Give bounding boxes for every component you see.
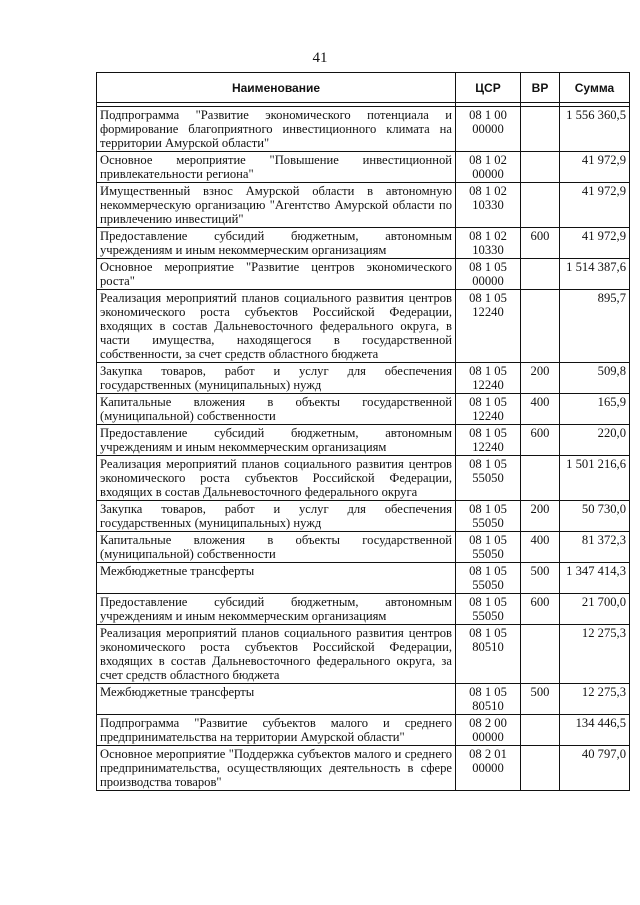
cell-name: Подпрограмма "Развитие субъектов малого и среднего предпринимательства на территории Амурской области" bbox=[97, 715, 456, 746]
cell-csr: 08 1 02 10330 bbox=[456, 183, 521, 228]
cell-sum: 1 501 216,6 bbox=[560, 456, 630, 501]
table-row bbox=[97, 501, 630, 532]
cell-name: Предоставление субсидий бюджетным, автономным учреждениям и иным некоммерческим организациям bbox=[97, 425, 456, 456]
budget-table bbox=[96, 72, 630, 791]
cell-vr bbox=[521, 715, 560, 746]
cell-csr: 08 1 05 12240 bbox=[456, 290, 521, 363]
cell-csr: 08 1 00 00000 bbox=[456, 107, 521, 152]
cell-vr: 600 bbox=[521, 425, 560, 456]
table-row bbox=[97, 456, 630, 501]
cell-sum: 1 514 387,6 bbox=[560, 259, 630, 290]
cell-vr bbox=[521, 259, 560, 290]
column-header-vr: ВР bbox=[521, 73, 560, 103]
cell-sum: 165,9 bbox=[560, 394, 630, 425]
cell-name: Имущественный взнос Амурской области в автономную некоммерческую организацию "Агентство Амурской области по привлечению инвестиций" bbox=[97, 183, 456, 228]
cell-csr: 08 2 01 00000 bbox=[456, 746, 521, 791]
cell-name: Закупка товаров, работ и услуг для обеспечения государственных (муниципальных) нужд bbox=[97, 501, 456, 532]
cell-sum: 50 730,0 bbox=[560, 501, 630, 532]
table-row bbox=[97, 594, 630, 625]
cell-csr: 08 1 05 55050 bbox=[456, 594, 521, 625]
cell-name: Основное мероприятие "Повышение инвестиционной привлекательности региона" bbox=[97, 152, 456, 183]
cell-csr: 08 1 05 80510 bbox=[456, 625, 521, 684]
cell-vr: 600 bbox=[521, 228, 560, 259]
cell-vr: 600 bbox=[521, 594, 560, 625]
table-row bbox=[97, 425, 630, 456]
cell-name: Межбюджетные трансферты bbox=[97, 684, 456, 715]
table-header-row bbox=[97, 73, 630, 103]
cell-sum: 81 372,3 bbox=[560, 532, 630, 563]
cell-vr bbox=[521, 152, 560, 183]
cell-sum: 1 347 414,3 bbox=[560, 563, 630, 594]
column-header-csr: ЦСР bbox=[456, 73, 521, 103]
table-row bbox=[97, 532, 630, 563]
cell-vr bbox=[521, 107, 560, 152]
cell-vr bbox=[521, 183, 560, 228]
cell-csr: 08 1 05 00000 bbox=[456, 259, 521, 290]
cell-csr: 08 1 05 55050 bbox=[456, 456, 521, 501]
cell-csr: 08 1 05 55050 bbox=[456, 563, 521, 594]
cell-csr: 08 1 02 10330 bbox=[456, 228, 521, 259]
cell-csr: 08 1 05 55050 bbox=[456, 501, 521, 532]
cell-name: Подпрограмма "Развитие экономического потенциала и формирование благоприятного инвестиционного климата на территории Амурской области" bbox=[97, 107, 456, 152]
cell-name: Капитальные вложения в объекты государственной (муниципальной) собственности bbox=[97, 394, 456, 425]
cell-sum: 220,0 bbox=[560, 425, 630, 456]
table-row bbox=[97, 394, 630, 425]
cell-name: Основное мероприятие "Развитие центров экономического роста" bbox=[97, 259, 456, 290]
page-number: 41 bbox=[312, 50, 328, 66]
cell-vr: 200 bbox=[521, 501, 560, 532]
cell-vr: 400 bbox=[521, 394, 560, 425]
cell-sum: 41 972,9 bbox=[560, 152, 630, 183]
cell-name: Предоставление субсидий бюджетным, автономным учреждениям и иным некоммерческим организациям bbox=[97, 594, 456, 625]
table-row bbox=[97, 363, 630, 394]
table-row bbox=[97, 715, 630, 746]
column-header-name: Наименование bbox=[97, 73, 456, 103]
table-row bbox=[97, 563, 630, 594]
table-row bbox=[97, 290, 630, 363]
cell-csr: 08 1 05 80510 bbox=[456, 684, 521, 715]
cell-sum: 41 972,9 bbox=[560, 183, 630, 228]
table-row bbox=[97, 152, 630, 183]
cell-sum: 895,7 bbox=[560, 290, 630, 363]
cell-name: Реализация мероприятий планов социального развития центров экономического роста субъектов Российской Федерации, входящих в состав Дальневосточного федерального округа, в части имущества, находящегося в государственной собственности, за счет средств областного бюджета bbox=[97, 290, 456, 363]
cell-csr: 08 1 02 00000 bbox=[456, 152, 521, 183]
table-row bbox=[97, 228, 630, 259]
cell-csr: 08 1 05 12240 bbox=[456, 425, 521, 456]
cell-name: Закупка товаров, работ и услуг для обеспечения государственных (муниципальных) нужд bbox=[97, 363, 456, 394]
cell-name: Межбюджетные трансферты bbox=[97, 563, 456, 594]
cell-vr: 500 bbox=[521, 563, 560, 594]
cell-vr bbox=[521, 625, 560, 684]
cell-sum: 134 446,5 bbox=[560, 715, 630, 746]
cell-sum: 12 275,3 bbox=[560, 684, 630, 715]
cell-name: Основное мероприятие "Поддержка субъектов малого и среднего предпринимательства, осуществляющих деятельность в сфере производства товаров" bbox=[97, 746, 456, 791]
cell-csr: 08 1 05 55050 bbox=[456, 532, 521, 563]
cell-sum: 40 797,0 bbox=[560, 746, 630, 791]
cell-name: Реализация мероприятий планов социального развития центров экономического роста субъектов Российской Федерации, входящих в состав Дальневосточного федерального округа, за счет средств областного бюджета bbox=[97, 625, 456, 684]
column-header-sum: Сумма bbox=[560, 73, 630, 103]
cell-sum: 41 972,9 bbox=[560, 228, 630, 259]
cell-sum: 12 275,3 bbox=[560, 625, 630, 684]
cell-sum: 509,8 bbox=[560, 363, 630, 394]
table-row bbox=[97, 684, 630, 715]
cell-csr: 08 1 05 12240 bbox=[456, 394, 521, 425]
cell-csr: 08 1 05 12240 bbox=[456, 363, 521, 394]
cell-vr: 400 bbox=[521, 532, 560, 563]
table-body bbox=[97, 103, 630, 791]
table-row bbox=[97, 259, 630, 290]
cell-vr: 200 bbox=[521, 363, 560, 394]
cell-vr bbox=[521, 746, 560, 791]
table-row bbox=[97, 107, 630, 152]
cell-name: Предоставление субсидий бюджетным, автономным учреждениям и иным некоммерческим организациям bbox=[97, 228, 456, 259]
cell-name: Капитальные вложения в объекты государственной (муниципальной) собственности bbox=[97, 532, 456, 563]
cell-vr bbox=[521, 456, 560, 501]
cell-vr: 500 bbox=[521, 684, 560, 715]
cell-sum: 1 556 360,5 bbox=[560, 107, 630, 152]
cell-name: Реализация мероприятий планов социального развития центров экономического роста субъектов Российской Федерации, входящих в состав Дальневосточного федерального округа bbox=[97, 456, 456, 501]
table-row bbox=[97, 183, 630, 228]
cell-vr bbox=[521, 290, 560, 363]
cell-csr: 08 2 00 00000 bbox=[456, 715, 521, 746]
table-row bbox=[97, 746, 630, 791]
table-row bbox=[97, 625, 630, 684]
cell-sum: 21 700,0 bbox=[560, 594, 630, 625]
